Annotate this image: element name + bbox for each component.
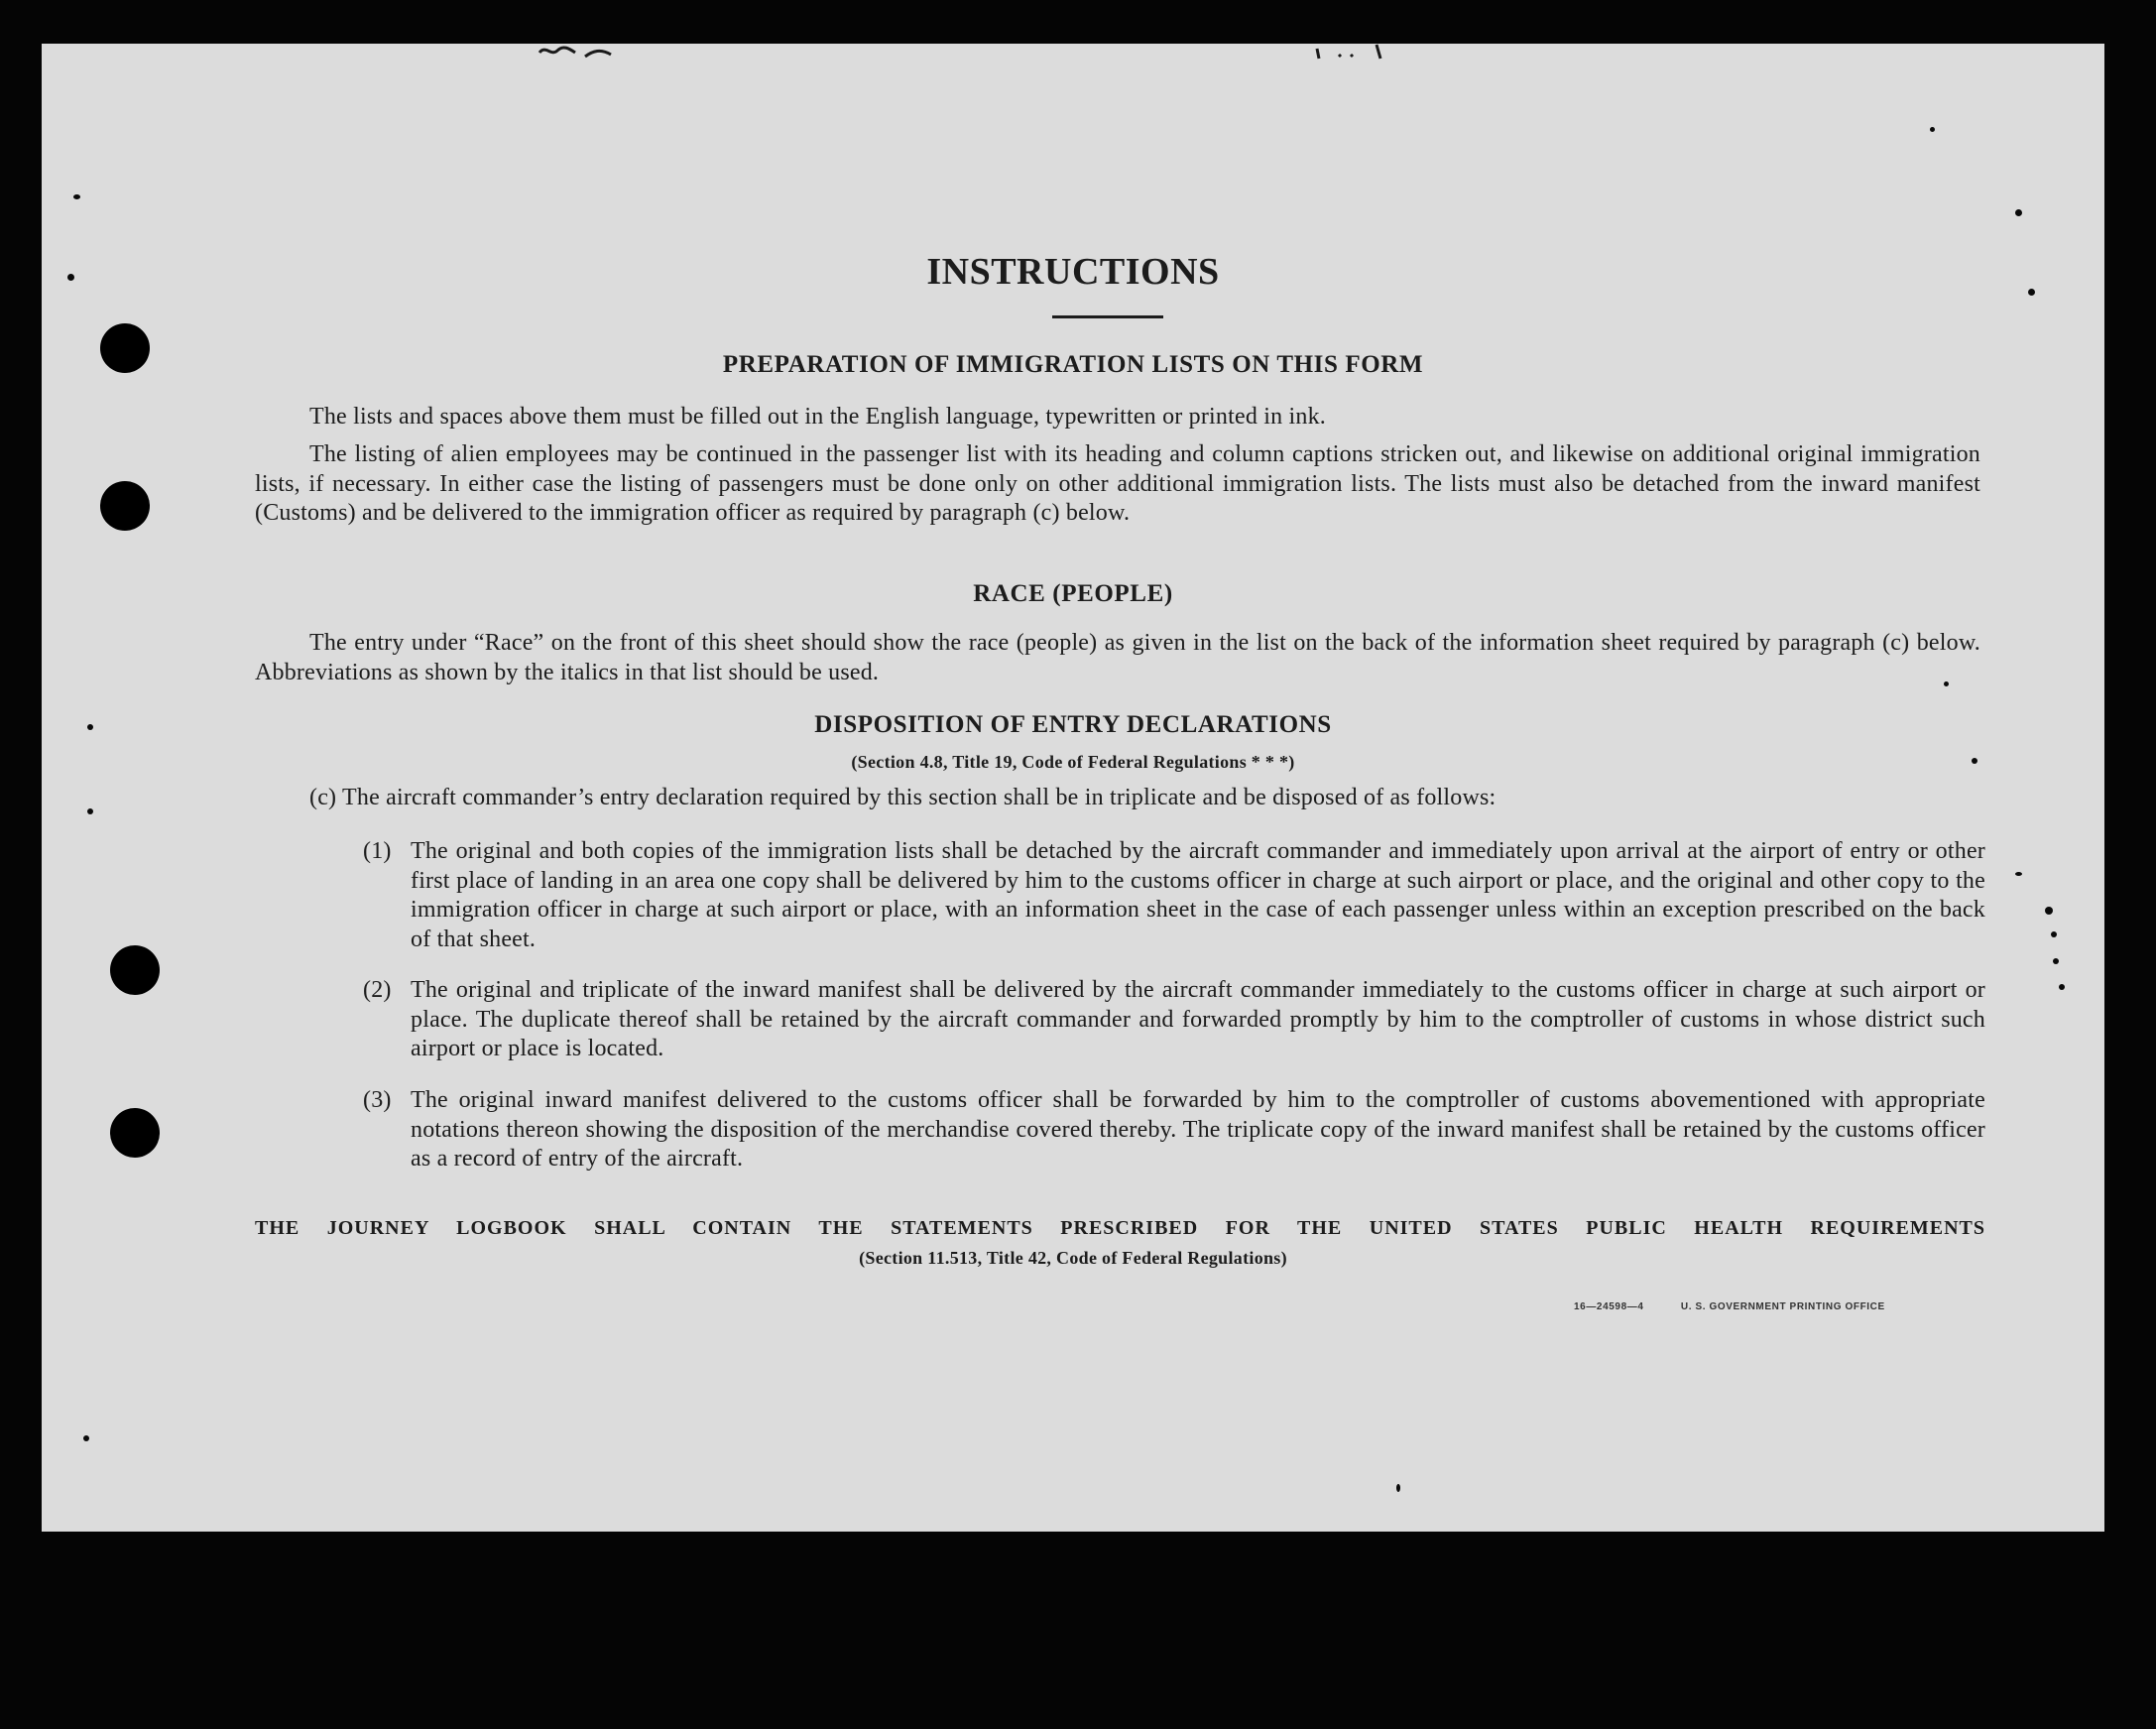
page-title: INSTRUCTIONS [926, 251, 1220, 293]
title-underline [1052, 315, 1163, 318]
list-item [363, 976, 1985, 1064]
ink-speck [2045, 907, 2053, 915]
ink-speck [2051, 931, 2057, 937]
ink-speck [87, 808, 93, 814]
printer-name: U. S. GOVERNMENT PRINTING OFFICE [1680, 1301, 1885, 1312]
ink-speck [2015, 209, 2022, 216]
preparation-heading: PREPARATION OF IMMIGRATION LISTS ON THIS FORM [722, 351, 1424, 378]
list-item-text: The original and triplicate of the inward manifest shall be delivered by the aircraft commander immediately to the customs officer in charge at such airport or place. The duplicate thereof shall be retained by the aircraft commander and forwarded promptly by him to the comptroller of customs in whose district such airport or place is located. [411, 977, 1985, 1061]
ink-speck [2053, 958, 2059, 964]
list-item-number: (3) [363, 1087, 392, 1113]
ink-speck [2015, 872, 2022, 876]
punch-hole [110, 945, 160, 995]
form-code: 16—24598—4 [1574, 1301, 1644, 1312]
race-heading: RACE (PEOPLE) [973, 580, 1173, 607]
disposition-citation: (Section 4.8, Title 19, Code of Federal Regulations * * *) [851, 752, 1295, 772]
preparation-paragraph-2: The listing of alien employees may be continued in the passenger list with its heading and column captions stricken out, and likewise on additional original immigration lists, if necessary. In either case the listing of passengers must be done only on other additional immigration lists. The lists must also be detached from the inward manifest (Customs) and be delivered to the immigration officer as required by paragraph (c) below. [255, 441, 1980, 526]
list-item [363, 1086, 1985, 1174]
list-item-text: The original inward manifest delivered to the customs officer shall be forwarded by him to the comptroller of customs abovementioned with appropriate notations thereon showing the disposition of the merchandise covered thereby. The triplicate copy of the inward manifest shall be retained by the customs officer as a record of entry of the aircraft. [411, 1087, 1985, 1172]
punch-hole [110, 1108, 160, 1158]
list-item [363, 837, 1985, 954]
handwritten-scribble [1311, 40, 1390, 62]
printer-imprint [1574, 1301, 1885, 1312]
public-health-citation: (Section 11.513, Title 42, Code of Federal Regulations) [859, 1248, 1287, 1268]
list-item-number: (1) [363, 838, 392, 864]
paragraph-c-label: (c) [309, 785, 337, 810]
ink-speck [1396, 1484, 1400, 1492]
public-health-statement: THE JOURNEY LOGBOOK SHALL CONTAIN THE STATEMENTS PRESCRIBED FOR THE UNITED STATES PUBLIC HEALTH REQUIREMENTS [255, 1217, 1985, 1239]
preparation-paragraph-1: The lists and spaces above them must be filled out in the English language, typewritten or printed in ink. [309, 404, 1326, 430]
paragraph-c-text: The aircraft commander’s entry declaration required by this section shall be in triplicate and be disposed of as follows: [342, 785, 1497, 810]
list-item-text: The original and both copies of the immigration lists shall be detached by the aircraft commander and immediately upon arrival at the airport of entry or other first place of landing in an area one copy shall be delivered by him to the customs officer in charge at such airport or place, and the original and other copy to the immigration officer in charge at such airport or place, with an information sheet in the case of each passenger unless within an exception prescribed on the back of that sheet. [411, 838, 1985, 952]
race-paragraph: The entry under “Race” on the front of this sheet should show the race (people) as given in the list on the back of the information sheet required by paragraph (c) below. Abbreviations as shown by the italics in that list should be used. [255, 630, 1980, 685]
punch-hole [100, 481, 150, 531]
disposition-heading: DISPOSITION OF ENTRY DECLARATIONS [814, 711, 1332, 738]
ink-speck [2059, 984, 2065, 990]
list-item-number: (2) [363, 977, 392, 1003]
document-page [42, 44, 2104, 1532]
ink-speck [73, 194, 80, 199]
handwritten-scribble [536, 38, 615, 56]
ink-speck [1930, 127, 1935, 132]
ink-speck [83, 1435, 89, 1441]
paragraph-c [309, 784, 1936, 813]
